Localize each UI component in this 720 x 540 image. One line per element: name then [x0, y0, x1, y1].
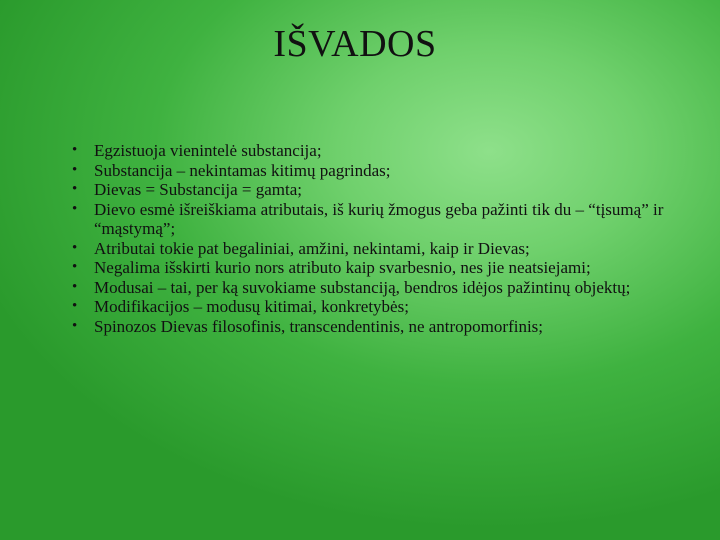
bullet-item [72, 141, 672, 161]
bullet-dot-icon: • [72, 161, 78, 178]
bullet-dot-icon: • [72, 181, 78, 197]
bullet-item [72, 239, 672, 259]
bullet-text: Substancija – nekintamas kitimų pagrindas; [94, 160, 391, 180]
bullet-item [72, 278, 672, 298]
bullet-text: Modifikacijos – modusų kitimai, konkretybės; [94, 297, 409, 316]
bullet-text: Atributai tokie pat begaliniai, amžini, nekintami, kaip ir Dievas; [94, 238, 530, 258]
bullet-list [72, 141, 672, 336]
bullet-item [72, 317, 672, 337]
bullet-item [72, 180, 672, 200]
bullet-text: Egzistuoja vienintelė substancija; [94, 141, 322, 160]
bullet-dot-icon: • [72, 317, 78, 334]
bullet-item [72, 258, 672, 278]
bullet-dot-icon: • [72, 239, 78, 256]
bullet-text: Spinozos Dievas filosofinis, transcendentinis, ne antropomorfinis; [94, 316, 544, 336]
bullet-text: Dievo esmė išreiškiama atributais, iš kurių žmogus geba pažinti tik du – “tįsumą” ir “mąstymą”; [94, 199, 664, 238]
slide-title: IŠVADOS [273, 23, 437, 65]
bullet-item [72, 297, 672, 317]
bullet-text: Dievas = Substancija = gamta; [94, 180, 303, 199]
bullet-dot-icon: • [72, 298, 78, 314]
bullet-text: Modusai – tai, per ką suvokiame substanciją, bendros idėjos pažintinų objektų; [94, 277, 631, 297]
bullet-dot-icon: • [72, 278, 78, 295]
bullet-dot-icon: • [72, 200, 78, 217]
bullet-dot-icon: • [72, 259, 78, 275]
bullet-dot-icon: • [72, 142, 78, 158]
bullet-item [72, 161, 672, 181]
bullet-text: Negalima išskirti kurio nors atributo kaip svarbesnio, nes jie neatsiejami; [94, 258, 591, 277]
bullet-item [72, 200, 672, 239]
